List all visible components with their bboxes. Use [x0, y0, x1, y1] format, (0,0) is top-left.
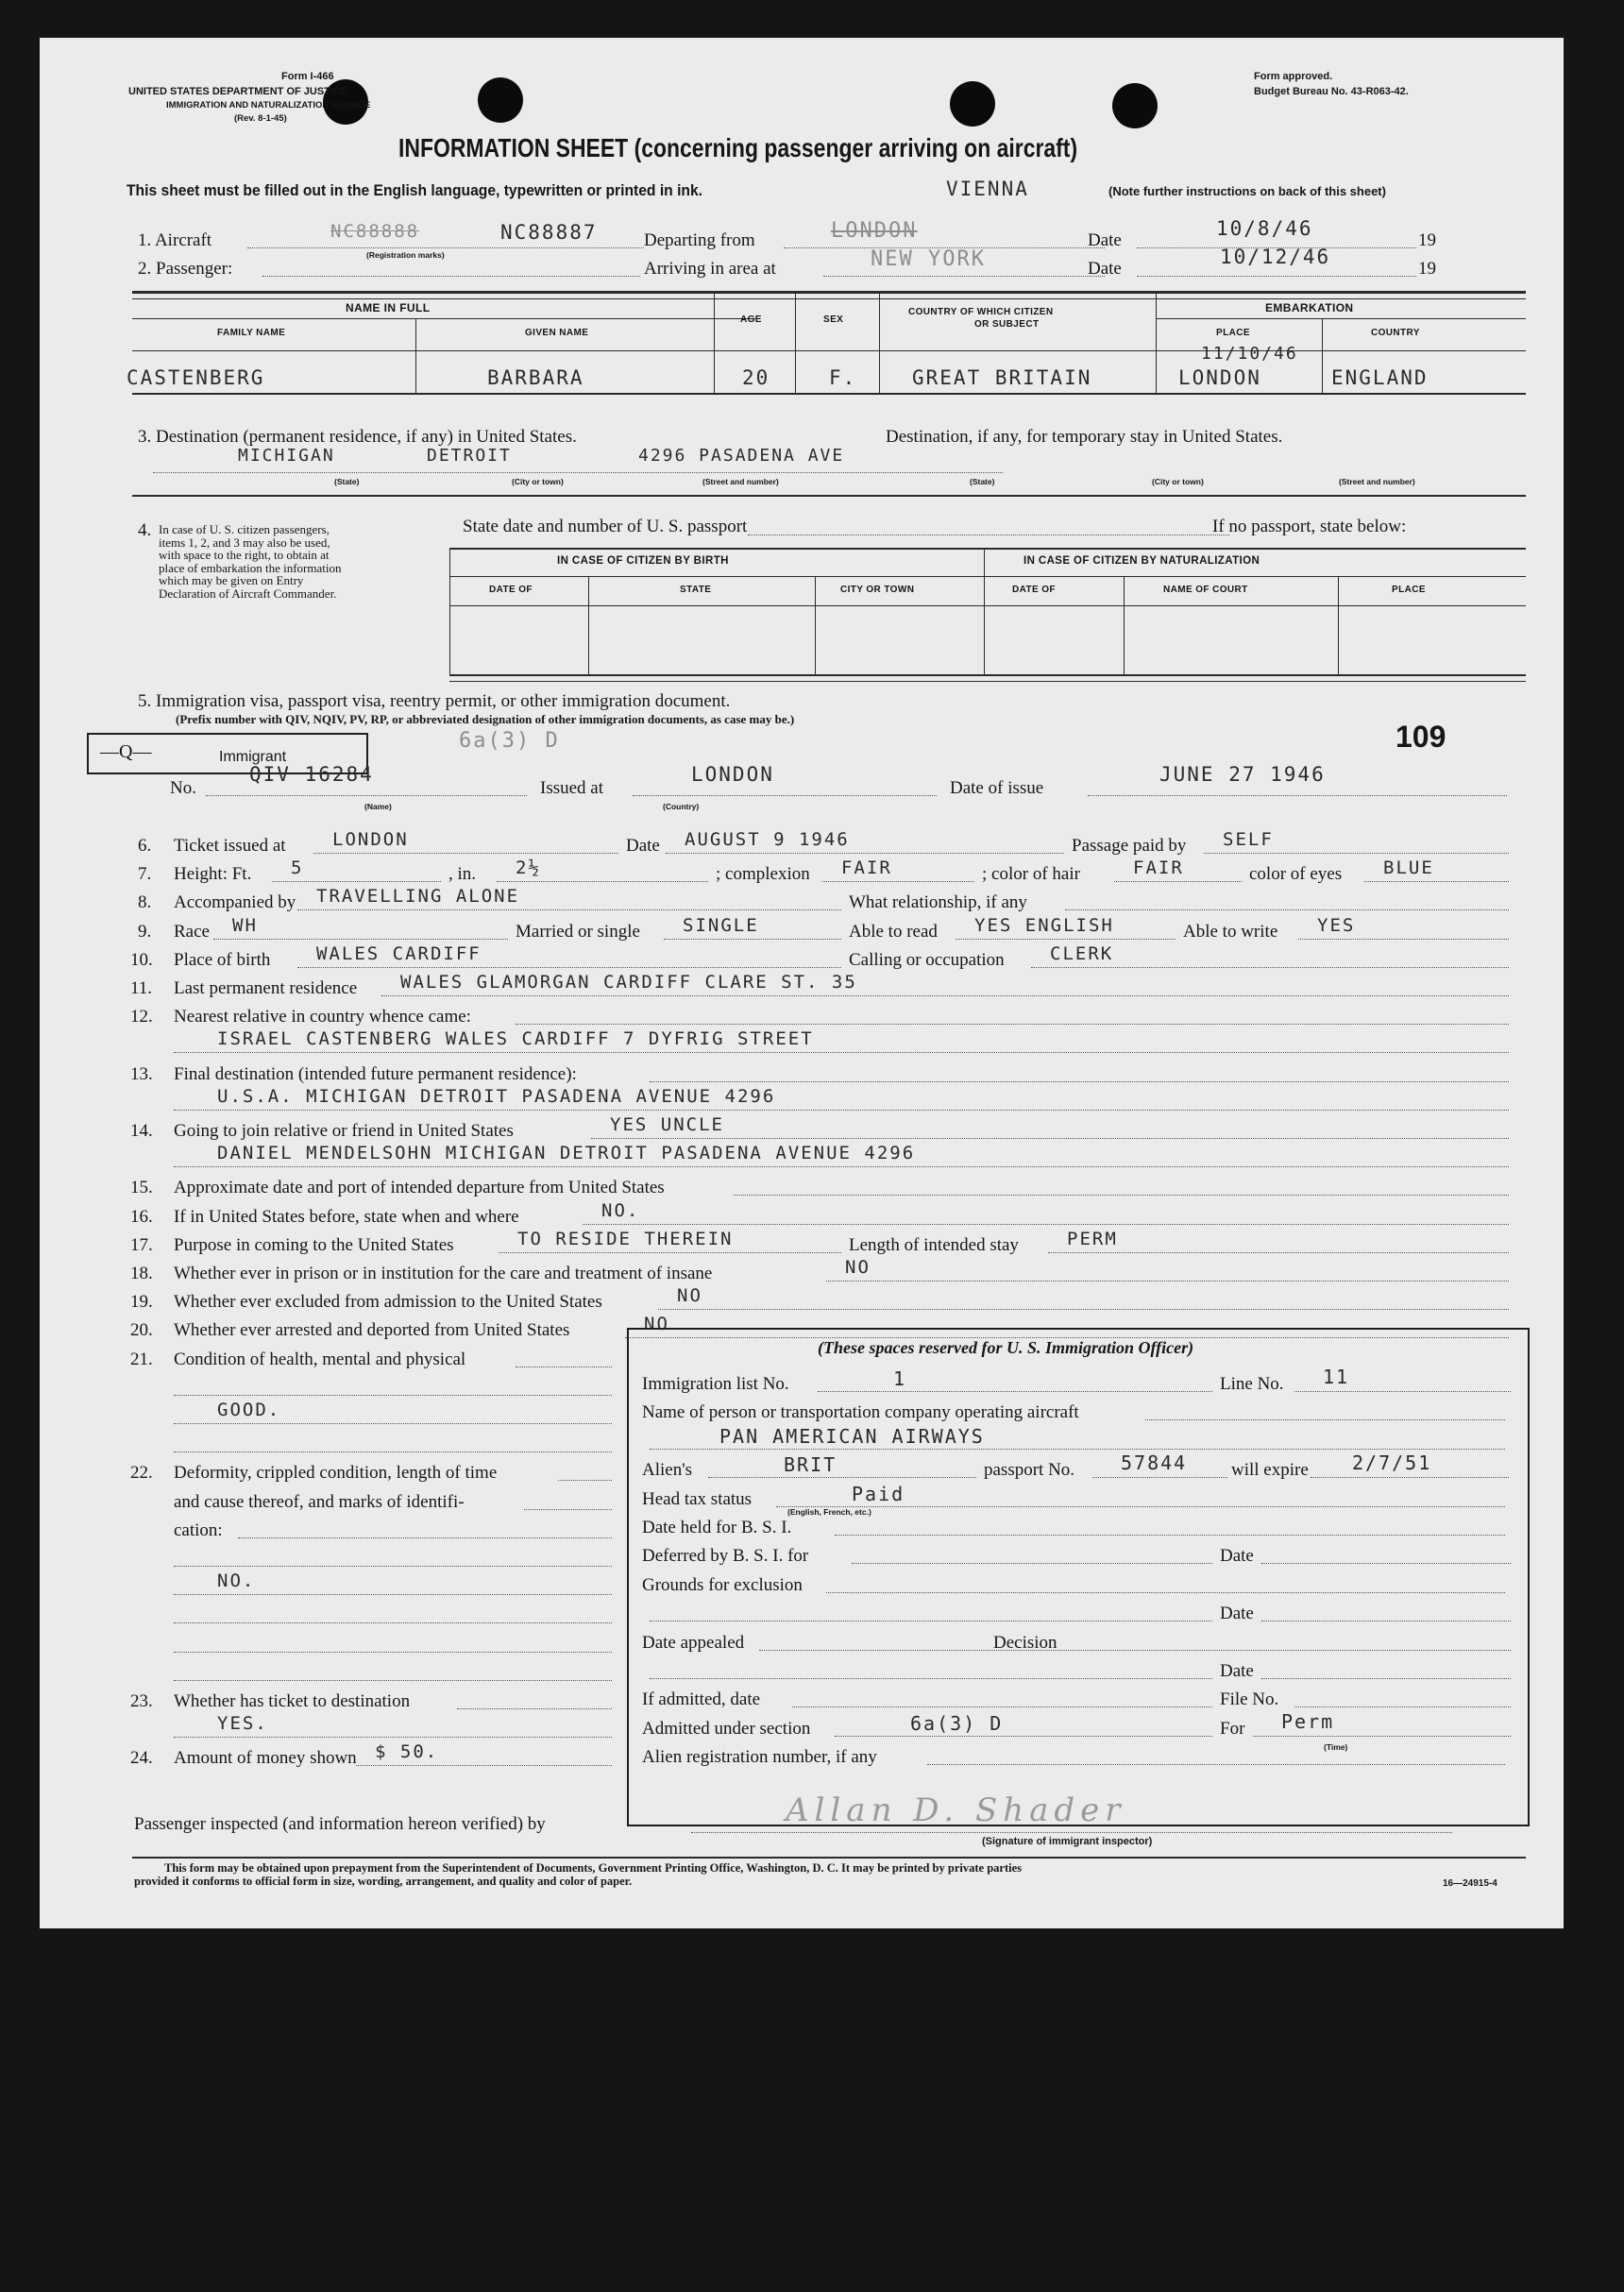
- state-caption: (State): [334, 477, 360, 486]
- passport-date-label: State date and number of U. S. passport: [463, 517, 748, 536]
- officer-label: Date: [1220, 1604, 1254, 1623]
- item-label: Going to join relative or friend in United States: [174, 1121, 514, 1141]
- state-caption-2: (State): [970, 477, 995, 486]
- form-sheet: [40, 38, 1564, 1928]
- item-4-text: In case of U. S. citizen passengers, items 1, 2, and 3 may also be used, with space to the right, to obtain at place of embarkation the information which may be given on Entry Declaration of Aircraft Commander.: [159, 522, 342, 601]
- item-value: SINGLE: [683, 915, 759, 936]
- nat-court-header: NAME OF COURT: [1163, 585, 1248, 595]
- officer-label: Alien registration number, if any: [642, 1747, 877, 1767]
- no-passport-label: If no passport, state below:: [1212, 517, 1407, 536]
- date-of-issue-value: JUNE 27 1946: [1159, 763, 1326, 786]
- print-code: 16—24915-4: [1443, 1878, 1497, 1889]
- item-value: AUGUST 9 1946: [685, 829, 850, 850]
- date1-value: 10/8/46: [1216, 217, 1313, 240]
- punch-hole-3: [950, 81, 995, 127]
- item-label: ; color of hair: [982, 864, 1080, 884]
- street-caption-2: (Street and number): [1339, 477, 1415, 486]
- destination-label: 3. Destination (permanent residence, if any) in United States.: [138, 427, 577, 447]
- embarkation-header: EMBARKATION: [1265, 301, 1354, 314]
- item-value: TO RESIDE THEREIN: [517, 1229, 734, 1249]
- signature-caption: (Signature of immigrant inspector): [982, 1836, 1153, 1847]
- form-number: Form I-466: [281, 71, 334, 82]
- aircraft-label: 1. Aircraft: [138, 230, 212, 250]
- item-number: 7.: [138, 864, 152, 884]
- officer-label: Alien's: [642, 1460, 693, 1480]
- city-caption-2: (City or town): [1152, 477, 1204, 486]
- item-number: 21.: [130, 1350, 153, 1369]
- citizen-naturalization-header: IN CASE OF CITIZEN BY NATURALIZATION: [1023, 555, 1260, 567]
- registration-caption: (Registration marks): [366, 250, 445, 260]
- punch-hole-4: [1112, 83, 1158, 128]
- item-number: 10.: [130, 950, 153, 970]
- item-label: Whether ever excluded from admission to the United States: [174, 1292, 602, 1312]
- item-value: U.S.A. MICHIGAN DETROIT PASADENA AVENUE 4296: [217, 1086, 776, 1107]
- dest-state: MICHIGAN: [238, 446, 335, 466]
- punch-hole-2: [478, 77, 523, 123]
- instruction: This sheet must be filled out in the English language, typewritten or printed in ink.: [127, 181, 703, 199]
- footer-line-1: This form may be obtained upon prepayment from the Superintendent of Documents, Government Printing Office, Washington, D. C. It may be printed by private parties: [164, 1861, 1022, 1875]
- item-number: 12.: [130, 1007, 153, 1027]
- citizenship-value: GREAT BRITAIN: [912, 366, 1092, 389]
- embark-date: 11/10/46: [1201, 344, 1298, 364]
- inspector-signature: Allan D. Shader: [786, 1791, 1126, 1829]
- item-value: NO: [677, 1285, 702, 1306]
- service: IMMIGRATION AND NATURALIZATION SERVICE: [166, 100, 371, 110]
- item-label: Height: Ft.: [174, 864, 252, 884]
- item-value: YES UNCLE: [610, 1114, 724, 1135]
- item-label: Accompanied by: [174, 892, 296, 912]
- item-value: NO: [644, 1314, 669, 1334]
- reserved-heading: (These spaces reserved for U. S. Immigration Officer): [818, 1338, 1194, 1357]
- visa-no-label: No.: [170, 778, 196, 798]
- date-of-issue-label: Date of issue: [950, 778, 1044, 798]
- item-value: WALES GLAMORGAN CARDIFF CLARE ST. 35: [400, 972, 857, 993]
- item-4-number: 4.: [138, 520, 152, 540]
- item-number: 22.: [130, 1463, 153, 1483]
- officer-value: Perm: [1281, 1710, 1335, 1733]
- item-label: What relationship, if any: [849, 892, 1027, 912]
- passenger-label: 2. Passenger:: [138, 259, 233, 279]
- item-value: PERM: [1067, 1229, 1118, 1249]
- issued-at-value: LONDON: [691, 763, 774, 786]
- departing-label: Departing from: [644, 230, 755, 250]
- birth-city-header: CITY OR TOWN: [840, 585, 915, 595]
- item-value: WH: [232, 915, 258, 936]
- item-value: $ 50.: [375, 1741, 439, 1762]
- officer-value: 2/7/51: [1352, 1452, 1432, 1474]
- country-header: COUNTRY: [1371, 328, 1420, 338]
- vienna-note: VIENNA: [946, 178, 1029, 200]
- item-label: Final destination (intended future permanent residence):: [174, 1064, 577, 1084]
- embark-place-value: LONDON: [1178, 366, 1261, 389]
- officer-value: Paid: [852, 1483, 905, 1505]
- officer-label: Grounds for exclusion: [642, 1575, 803, 1595]
- officer-value: BRIT: [784, 1453, 837, 1476]
- item-value: YES: [1317, 915, 1356, 936]
- given-name-value: BARBARA: [487, 366, 584, 389]
- inspected-label: Passenger inspected (and information hereon verified) by: [134, 1814, 546, 1834]
- sex-value: F.: [829, 366, 857, 389]
- visa-section-note: 6a(3) D: [459, 729, 560, 753]
- item-value: FAIR: [841, 857, 892, 878]
- officer-label: Deferred by B. S. I. for: [642, 1546, 809, 1566]
- item-label: Whether ever in prison or in institution for the care and treatment of insane: [174, 1264, 713, 1283]
- visa-name-caption: (Name): [364, 802, 392, 811]
- item-value: ISRAEL CASTENBERG WALES CARDIFF 7 DYFRIG STREET: [217, 1028, 814, 1049]
- officer-value: PAN AMERICAN AIRWAYS: [719, 1425, 985, 1448]
- item-label: Whether ever arrested and deported from United States: [174, 1320, 570, 1340]
- country-header-2: OR SUBJECT: [974, 319, 1040, 330]
- item-label: Approximate date and port of intended departure from United States: [174, 1178, 665, 1197]
- item-label: Married or single: [516, 922, 640, 942]
- item-number: 8.: [138, 892, 152, 912]
- form-approved: Form approved.: [1254, 71, 1333, 82]
- officer-value: 6a(3) D: [910, 1712, 1004, 1735]
- item-number: 6.: [138, 836, 152, 856]
- visa-no-value: QIV 16284: [249, 763, 374, 786]
- item-number: 11.: [130, 978, 153, 998]
- item-label: Able to write: [1183, 922, 1278, 942]
- dest-city: DETROIT: [427, 446, 512, 466]
- date1-label: Date: [1088, 230, 1122, 250]
- item-number: 9.: [138, 922, 152, 942]
- family-name-value: CASTENBERG: [127, 366, 265, 389]
- item-value: NO.: [217, 1570, 256, 1591]
- item-number: 19.: [130, 1292, 153, 1312]
- item-label: , in.: [448, 864, 477, 884]
- item-number: 17.: [130, 1235, 153, 1255]
- birth-date-header: DATE OF: [489, 585, 533, 595]
- item-label: Deformity, crippled condition, length of time: [174, 1463, 498, 1483]
- age-value: 20: [742, 366, 770, 389]
- officer-value: 1: [893, 1367, 907, 1390]
- visa-label: 5. Immigration visa, passport visa, reentry permit, or other immigration document.: [138, 691, 731, 711]
- item-number: 24.: [130, 1748, 153, 1768]
- item-value: TRAVELLING ALONE: [316, 886, 520, 907]
- name-in-full-header: NAME IN FULL: [346, 301, 431, 314]
- nat-date-header: DATE OF: [1012, 585, 1056, 595]
- item-label: Amount of money shown: [174, 1748, 357, 1768]
- item-label: Date: [626, 836, 660, 856]
- officer-label: will expire: [1231, 1460, 1309, 1480]
- arriving-value: NEW YORK: [871, 247, 986, 271]
- nationality-caption: (English, French, etc.): [787, 1507, 871, 1517]
- citizen-birth-header: IN CASE OF CITIZEN BY BIRTH: [557, 555, 729, 567]
- item-number: 16.: [130, 1207, 153, 1227]
- city-caption: (City or town): [512, 477, 564, 486]
- officer-label: Date: [1220, 1661, 1254, 1681]
- street-caption: (Street and number): [702, 477, 779, 486]
- date2-year: 19: [1418, 259, 1436, 279]
- item-value: NO.: [601, 1200, 640, 1221]
- item-label: Race: [174, 922, 210, 942]
- item-value: GOOD.: [217, 1400, 281, 1420]
- item-label: Condition of health, mental and physical: [174, 1350, 466, 1369]
- sex-header: SEX: [823, 314, 844, 325]
- item-value: DANIEL MENDELSOHN MICHIGAN DETROIT PASADENA AVENUE 4296: [217, 1143, 916, 1163]
- officer-label: File No.: [1220, 1689, 1279, 1709]
- item-label: cation:: [174, 1520, 223, 1540]
- item-value: 2½: [516, 857, 541, 878]
- item-number: 15.: [130, 1178, 153, 1197]
- item-label: Whether has ticket to destination: [174, 1691, 411, 1711]
- date2-value: 10/12/46: [1220, 246, 1331, 268]
- item-label: Ticket issued at: [174, 836, 286, 856]
- officer-label: Line No.: [1220, 1374, 1284, 1394]
- officer-label: For: [1220, 1719, 1245, 1739]
- family-name-header: FAMILY NAME: [217, 328, 286, 338]
- dest-street: 4296 PASADENA AVE: [638, 446, 845, 466]
- item-value: SELF: [1223, 829, 1274, 850]
- page-number: 109: [1396, 720, 1446, 754]
- item-label: Place of birth: [174, 950, 271, 970]
- item-value: YES.: [217, 1713, 268, 1734]
- officer-label: If admitted, date: [642, 1689, 761, 1709]
- departing-crossed: LONDON: [831, 219, 918, 243]
- item-number: 14.: [130, 1121, 153, 1141]
- page-title: INFORMATION SHEET (concerning passenger arriving on aircraft): [398, 133, 1078, 162]
- officer-value: 11: [1323, 1366, 1350, 1388]
- department: UNITED STATES DEPARTMENT OF JUSTICE: [128, 86, 348, 97]
- aircraft-value: NC88887: [500, 221, 598, 244]
- item-label: Purpose in coming to the United States: [174, 1235, 454, 1255]
- arriving-label: Arriving in area at: [644, 259, 776, 279]
- officer-label: passport No.: [984, 1460, 1075, 1480]
- item-label: ; complexion: [716, 864, 810, 884]
- item-label: Nearest relative in country whence came:: [174, 1007, 471, 1027]
- item-label: Passage paid by: [1072, 836, 1187, 856]
- item-number: 18.: [130, 1264, 153, 1283]
- item-label: If in United States before, state when and where: [174, 1207, 519, 1227]
- footer-line-2: provided it conforms to official form in size, wording, arrangement, and quality and color of paper.: [134, 1875, 633, 1888]
- item-value: YES ENGLISH: [974, 915, 1114, 936]
- stamp-text: Immigrant: [219, 749, 287, 765]
- time-caption: (Time): [1324, 1742, 1348, 1752]
- item-label: Able to read: [849, 922, 938, 942]
- item-value: WALES CARDIFF: [316, 943, 482, 964]
- item-label: Calling or occupation: [849, 950, 1005, 970]
- officer-label: Decision: [993, 1633, 1057, 1653]
- item-label: Last permanent residence: [174, 978, 358, 998]
- temp-stay-label: Destination, if any, for temporary stay in United States.: [886, 427, 1283, 447]
- visa-country-caption: (Country): [663, 802, 700, 811]
- officer-label: Date appealed: [642, 1633, 745, 1653]
- officer-label: Immigration list No.: [642, 1374, 789, 1394]
- officer-value: 57844: [1121, 1452, 1188, 1474]
- item-value: CLERK: [1050, 943, 1114, 964]
- birth-state-header: STATE: [680, 585, 712, 595]
- item-label: color of eyes: [1249, 864, 1343, 884]
- visa-prefix-note: (Prefix number with QIV, NQIV, PV, RP, or abbreviated designation of other immigration documents, as case may be.): [176, 712, 795, 726]
- item-value: NO: [845, 1257, 871, 1278]
- place-header: PLACE: [1216, 328, 1250, 338]
- date2-label: Date: [1088, 259, 1122, 279]
- country-header-1: COUNTRY OF WHICH CITIZEN: [908, 307, 1054, 317]
- given-name-header: GIVEN NAME: [525, 328, 589, 338]
- officer-label: Date held for B. S. I.: [642, 1518, 792, 1537]
- item-value: 5: [291, 857, 304, 878]
- age-header: AGE: [740, 314, 762, 325]
- item-label: and cause thereof, and marks of identifi-: [174, 1492, 465, 1512]
- stamp-prefix: —Q—: [100, 741, 152, 762]
- officer-label: Name of person or transportation company operating aircraft: [642, 1402, 1079, 1422]
- officer-label: Admitted under section: [642, 1719, 811, 1739]
- budget-bureau: Budget Bureau No. 43-R063-42.: [1254, 86, 1409, 97]
- item-number: 20.: [130, 1320, 153, 1340]
- item-label: Length of intended stay: [849, 1235, 1019, 1255]
- instructions-note: (Note further instructions on back of this sheet): [1108, 184, 1386, 198]
- item-value: BLUE: [1383, 857, 1434, 878]
- officer-label: Date: [1220, 1546, 1254, 1566]
- aircraft-crossed: NC88888: [330, 221, 420, 242]
- officer-label: Head tax status: [642, 1489, 753, 1509]
- date1-year: 19: [1418, 230, 1436, 250]
- item-value: LONDON: [332, 829, 409, 850]
- issued-at-label: Issued at: [540, 778, 604, 798]
- item-value: FAIR: [1133, 857, 1184, 878]
- item-number: 13.: [130, 1064, 153, 1084]
- embark-country-value: ENGLAND: [1331, 366, 1429, 389]
- nat-place-header: PLACE: [1392, 585, 1426, 595]
- revision: (Rev. 8-1-45): [234, 113, 287, 124]
- item-number: 23.: [130, 1691, 153, 1711]
